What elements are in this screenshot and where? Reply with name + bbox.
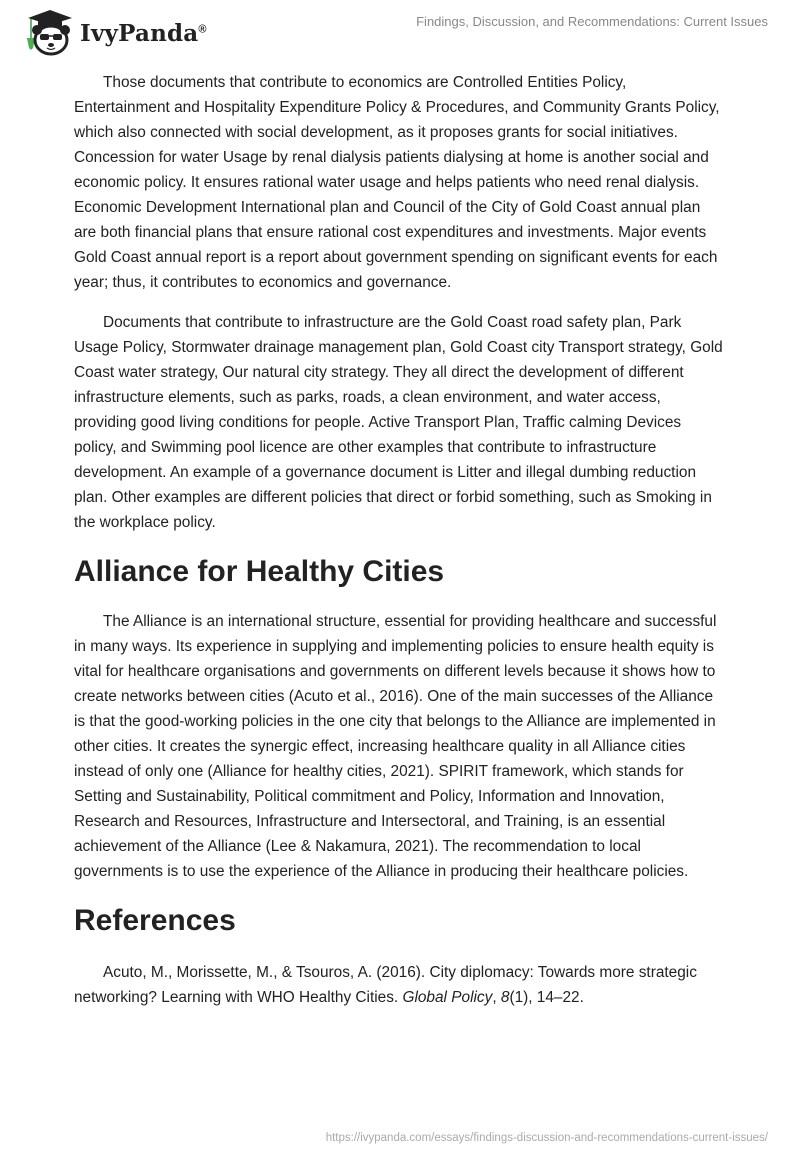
reference-volume: 8 [500, 989, 510, 1006]
reference-journal: Global Policy [402, 989, 493, 1006]
heading-alliance-healthy-cities: Alliance for Healthy Cities [74, 555, 445, 588]
document-title: Findings, Discussion, and Recommendations: Current Issues [416, 14, 768, 29]
paragraph-economics: Those documents that contribute to economics are Controlled Entities Policy, Entertainment and Hospitality Expenditure Policy & Procedures, and Community Grants Policy, which also connected with social development, as it proposes grants for social initiatives. Concession for water Usage by renal dialysis patients dialysing at home is another social and economic policy. It ensures rational water usage and helps patients who need renal dialysis. Economic Development International plan and Council of the City of Gold Coast annual plan are both financial plans that ensure rational cost expenditures and investments. Major events Gold Coast annual report is a report about government spending on significant events for each year; thus, it contributes to economics and governance. [74, 74, 720, 291]
logo-text: IvyPanda® [80, 19, 207, 47]
essay-content [74, 70, 726, 1010]
paragraph-alliance: The Alliance is an international structure, essential for providing healthcare and successful in many ways. Its experience in supplying and implementing policies to ensure health equity is vital for healthcare organisations and governments on different levels because it shows how to create networks between cities (Acuto et al., 2016). One of the main successes of the Alliance is that the good-working policies in the one city that belongs to the Alliance are implemented in other cities. It creates the synergic effect, increasing healthcare quality in all Alliance cities instead of only one (Alliance for healthy cities, 2021). SPIRIT framework, which stands for Setting and Sustainability, Political commitment and Policy, Information and Innovation, Research and Resources, Infrastructure and Intersectoral, and Training, is an essential achievement of the Alliance (Lee & Nakamura, 2021). The recommendation to local governments is to use the experience of the Alliance in producing their healthcare policies. [74, 613, 717, 880]
page-header [0, 0, 800, 60]
footer-url[interactable]: https://ivypanda.com/essays/findings-discussion-and-recommendations-current-issues/ [325, 1132, 768, 1144]
reference-item: Acuto, M., Morissette, M., & Tsouros, A. (2016). City diplomacy: Towards more strategic networking? Learning with WHO Healthy Cities. Global Policy, 8(1), 14–22. [74, 964, 697, 1006]
ivypanda-logo[interactable] [22, 8, 207, 56]
paragraph-infrastructure: Documents that contribute to infrastructure are the Gold Coast road safety plan, Park Usage Policy, Stormwater drainage management plan, Gold Coast city Transport strategy, Gold Coast water strategy, Our natural city strategy. They all direct the development of different infrastructure elements, such as parks, roads, a clean environment, and water access, providing good living conditions for people. Active Transport Plan, Traffic calming Devices policy, and Swimming pool licence are other examples that contribute to infrastructure development. An example of a governance document is Litter and illegal dumbing reduction plan. Other examples are different policies that direct or forbid something, such as Smoking in the workplace policy. [74, 314, 723, 531]
panda-graduate-icon [22, 8, 74, 56]
heading-references: References [74, 904, 236, 937]
